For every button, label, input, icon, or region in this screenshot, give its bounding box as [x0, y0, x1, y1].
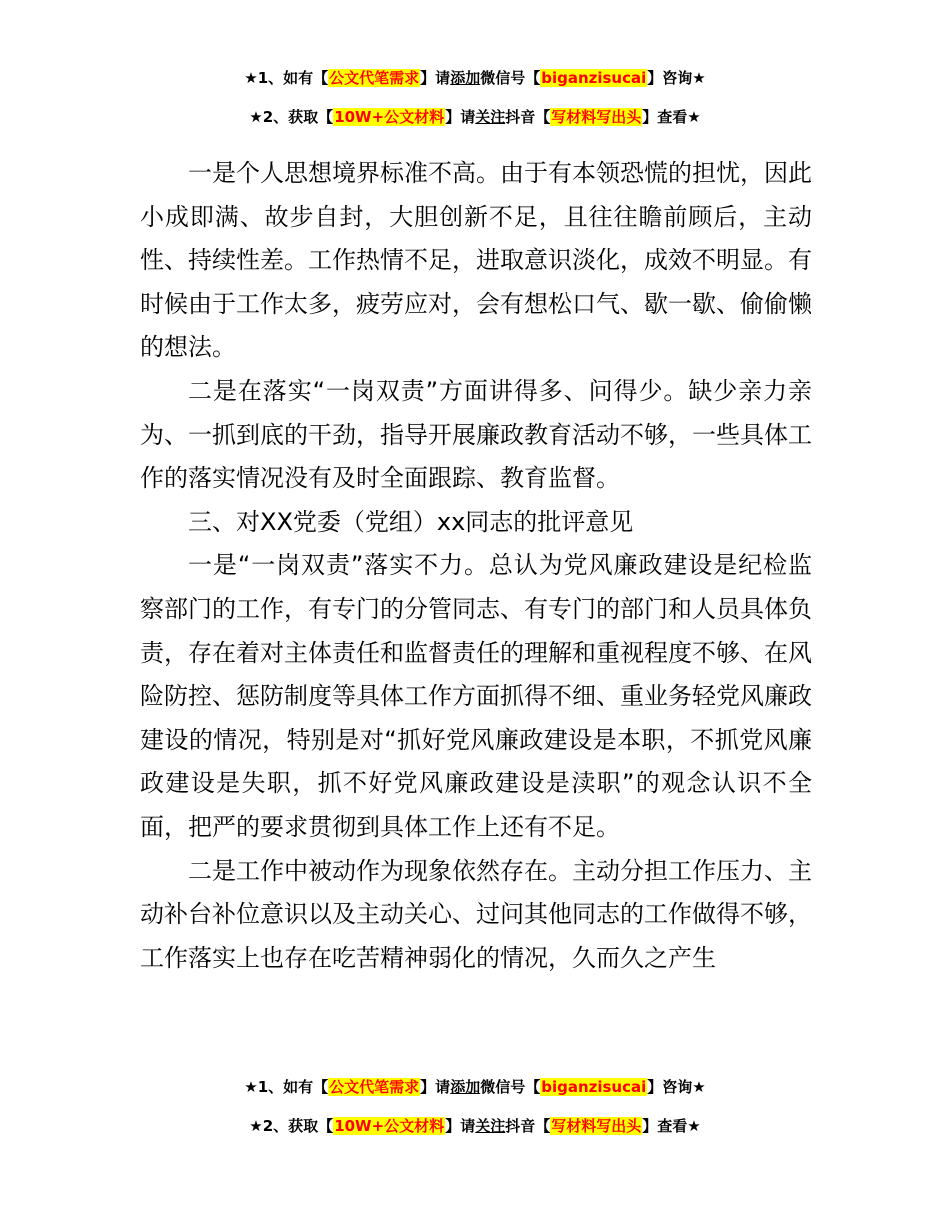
- header-line2-underline: 关注: [475, 108, 506, 126]
- header-line2-mid1: 】请: [445, 108, 476, 126]
- header-line1-highlight-service: 公文代笔需求: [329, 69, 420, 87]
- footer-line2-highlight-materials: 10W+公文材料: [334, 1117, 445, 1135]
- footer-line2-mid2: 抖音【: [505, 1117, 551, 1135]
- body-paragraph-3: 一是“一岗双责”落实不力。总认为党风廉政建设是纪检监察部门的工作，有专门的分管同志、有专门的部门和人员具体负责，存在着对主体责任和监督责任的理解和重视程度不够、在风险防控、惩防制度等具体工作方面抓得不细、重业务轻党风廉政建设的情况，特别是对“抓好党风廉政建设是本职，不抓党风廉政建设是失职，抓不好党风廉政建设是渎职”的观念认识不全面，把严的要求贯彻到具体工作上还有不足。: [140, 551, 812, 841]
- footer-line2-mid1: 】请: [445, 1117, 476, 1135]
- body-paragraph-2: 二是在落实“一岗双责”方面讲得多、问得少。缺少亲力亲为、一抓到底的干劲，指导开展廉政教育活动不够，一些具体工作的落实情况没有及时全面跟踪、教育监督。: [140, 376, 812, 493]
- header-line1-prefix: ★1、如有【: [244, 69, 329, 87]
- header-line2-prefix: ★2、获取【: [249, 108, 334, 126]
- footer-line2-underline: 关注: [475, 1117, 506, 1135]
- body-paragraph-1: 一是个人思想境界标准不高。由于有本领恐慌的担忧，因此小成即满、故步自封，大胆创新不足，且往往瞻前顾后，主动性、持续性差。工作热情不足，进取意识淡化，成效不明显。有时候由于工作太多，疲劳应对，会有想松口气、歇一歇、偷偷懒的想法。: [140, 159, 812, 362]
- header-line1-underline: 添加: [450, 69, 481, 87]
- footer-line2-suffix: 】查看★: [642, 1117, 701, 1135]
- header-line1-suffix: 】咨询★: [647, 69, 706, 87]
- document-body: [140, 152, 812, 980]
- header-promo-line-1: [0, 67, 950, 89]
- header-line2-suffix: 】查看★: [642, 108, 701, 126]
- footer-line1-highlight-service: 公文代笔需求: [329, 1078, 420, 1096]
- header-promo-line-2: [0, 106, 950, 128]
- header-line2-highlight-materials: 10W+公文材料: [334, 108, 445, 126]
- header-line2-highlight-douyin: 写材料写出头: [551, 108, 642, 126]
- section-heading: 三、对XX党委（党组）xx同志的批评意见: [188, 507, 634, 536]
- header-line1-mid1: 】请: [420, 69, 451, 87]
- footer-line1-mid2: 微信号【: [480, 1078, 541, 1096]
- footer-promo-line-1: [0, 1076, 950, 1098]
- footer-line2-prefix: ★2、获取【: [249, 1117, 334, 1135]
- footer-line1-underline: 添加: [450, 1078, 481, 1096]
- footer-promo-line-2: [0, 1115, 950, 1137]
- body-paragraph-4: 二是工作中被动作为现象依然存在。主动分担工作压力、主动补台补位意识以及主动关心、过问其他同志的工作做得不够，工作落实上也存在吃苦精神弱化的情况，久而久之产生: [140, 856, 812, 972]
- header-line1-mid2: 微信号【: [480, 69, 541, 87]
- header-line1-highlight-wechat: biganzisucai: [541, 69, 647, 87]
- footer-line1-mid1: 】请: [420, 1078, 451, 1096]
- footer-line1-suffix: 】咨询★: [647, 1078, 706, 1096]
- footer-line2-highlight-douyin: 写材料写出头: [551, 1117, 642, 1135]
- footer-line1-prefix: ★1、如有【: [244, 1078, 329, 1096]
- header-line2-mid2: 抖音【: [505, 108, 551, 126]
- footer-line1-highlight-wechat: biganzisucai: [541, 1078, 647, 1096]
